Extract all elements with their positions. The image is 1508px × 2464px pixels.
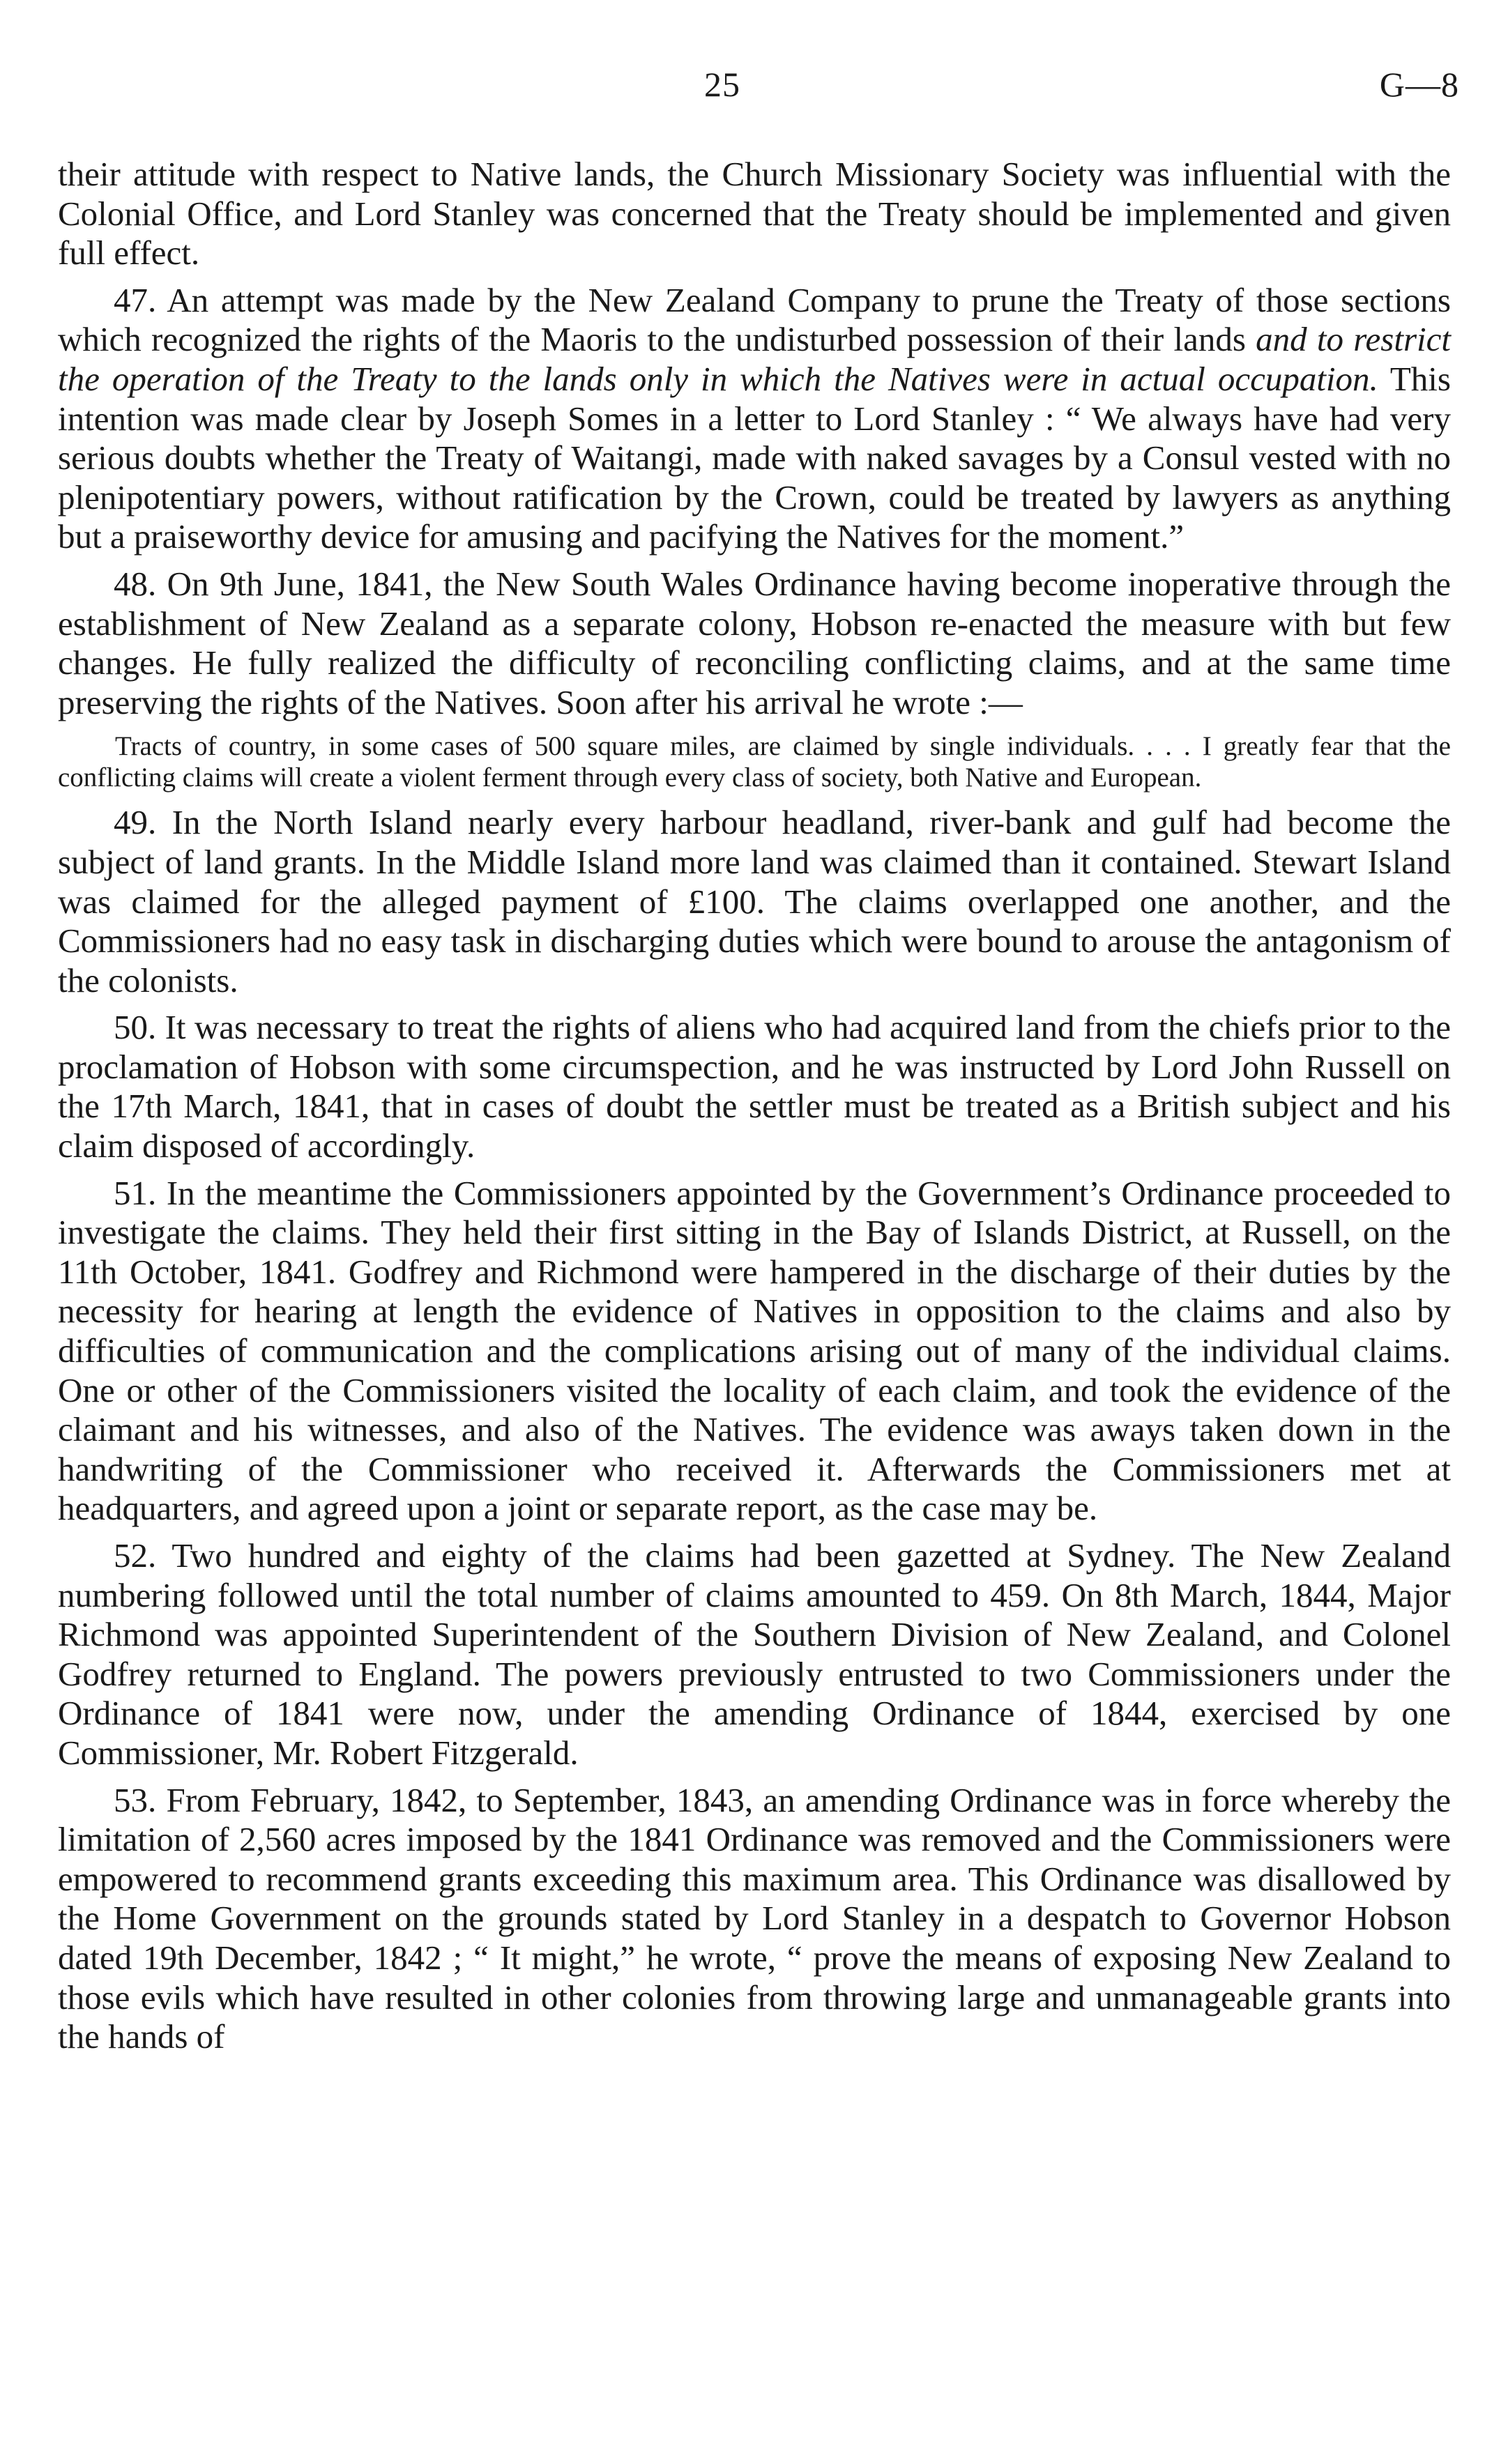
- block-quote: Tracts of country, in some cases of 500 square miles, are claimed by single individuals. . . . I greatly fear that the conflicting claims will create a violent ferment through every class of society, both Native and European.: [58, 731, 1451, 793]
- paragraph-51: [58, 1174, 1451, 1529]
- body-text: [58, 155, 1451, 2065]
- paragraph-text: From February, 1842, to September, 1843, an amending Ordinance was in force whereby the limitation of 2,560 acres imposed by the 1841 Ordinance was removed and the Commissioners were empowered to recommend grants exceeding this maximum area. This Ordinance was disallowed by the Home Government on the grounds stated by Lord Stanley in a despatch to Governor Hobson dated 19th December, 1842 ; “ It might,” he wrote, “ prove the means of exposing New Zealand to those evils which have resulted in other colonies from throwing large and unmanageable grants into the hands of: [58, 1780, 1451, 2056]
- paragraph-number: 49.: [114, 803, 157, 842]
- paragraph-text: On 9th June, 1841, the New South Wales Ordinance having become inoperative through the establishment of New Zealand as a separate colony, Hobson re-enacted the measure with but few changes. He fully realized the difficulty of reconciling conflicting claims, and at the same time preserving the rights of the Natives. Soon after his arrival he wrote :—: [58, 564, 1451, 721]
- paragraph-47: [58, 281, 1451, 557]
- paragraph-text: In the North Island nearly every harbour headland, river-bank and gulf had become the subject of land grants. In the Middle Island more land was claimed than it contained. Stewart Island was claimed for the alleged payment of £100. The claims overlapped one another, and the Commissioners had no easy task in discharging duties which were bound to arouse the antagonism of the colonists.: [58, 803, 1451, 1000]
- paragraph-text: Two hundred and eighty of the claims had been gazetted at Sydney. The New Zealand numbering followed until the total number of claims amounted to 459. On 8th March, 1844, Major Richmond was appointed Superintendent of the Southern Division of New Zealand, and Colonel Godfrey returned to England. The powers previously entrusted to two Commissioners under the Ordinance of 1841 were now, under the amending Ordinance of 1844, exercised by one Commissioner, Mr. Robert Fitzgerald.: [58, 1536, 1451, 1772]
- paragraph-52: [58, 1536, 1451, 1773]
- paragraph-text: An attempt was made by the New Zealand Company to prune the Treaty of those sections which recognized the rights of the Maoris to the undisturbed possession of their lands: [58, 280, 1451, 359]
- paragraph-50: [58, 1008, 1451, 1165]
- paragraph-number: 47.: [114, 280, 157, 319]
- paragraph-number: 52.: [114, 1536, 157, 1575]
- paragraph-53: [58, 1781, 1451, 2057]
- page-number: 25: [704, 65, 740, 104]
- page-header: [0, 64, 1508, 120]
- paragraph-number: 53.: [114, 1780, 157, 1819]
- paragraph-49: [58, 803, 1451, 1000]
- paragraph-text: This intention was made clear by Joseph Somes in a letter to Lord Stanley : “ We always have had very serious doubts whether the Treaty of Waitangi, made with naked savages by a Consul vested with no plenipotentiary powers, without ratification by the Crown, could be treated by lawyers as anything but a praiseworthy device for amusing and pacifying the Natives for the moment.”: [58, 359, 1451, 556]
- paragraph-number: 48.: [114, 564, 157, 603]
- paragraph-number: 51.: [114, 1173, 157, 1212]
- paragraph-number: 50.: [114, 1008, 157, 1047]
- series-code: G—8: [1379, 65, 1459, 104]
- paragraph-continued: their attitude with respect to Native lands, the Church Missionary Society was influential with the Colonial Office, and Lord Stanley was concerned that the Treaty should be implemented and given full effect.: [58, 155, 1451, 273]
- paragraph-text: In the meantime the Commissioners appointed by the Government’s Ordinance proceeded to investigate the claims. They held their first sitting in the Bay of Islands District, at Russell, on the 11th October, 1841. Godfrey and Richmond were hampered in the discharge of their duties by the necessity for hearing at length the evidence of Natives in opposition to the claims and also by difficulties of communication and the complications arising out of many of the individual claims. One or other of the Commissioners visited the locality of each claim, and took the evidence of the claimant and his witnesses, and also of the Natives. The evidence was aways taken down in the handwriting of the Commissioner who received it. Afterwards the Commissioners met at headquarters, and agreed upon a joint or separate report, as the case may be.: [58, 1173, 1451, 1528]
- paragraph-48: [58, 565, 1451, 722]
- paragraph-text: It was necessary to treat the rights of aliens who had acquired land from the chiefs prior to the proclamation of Hobson with some circumspection, and he was instructed by Lord John Russell on the 17th March, 1841, that in cases of doubt the settler must be treated as a British subject and his claim disposed of accordingly.: [58, 1008, 1451, 1165]
- paragraph-italic-text: and to restrict the operation of the Treaty to the lands only in which the Natives were in actual occupation.: [58, 320, 1451, 398]
